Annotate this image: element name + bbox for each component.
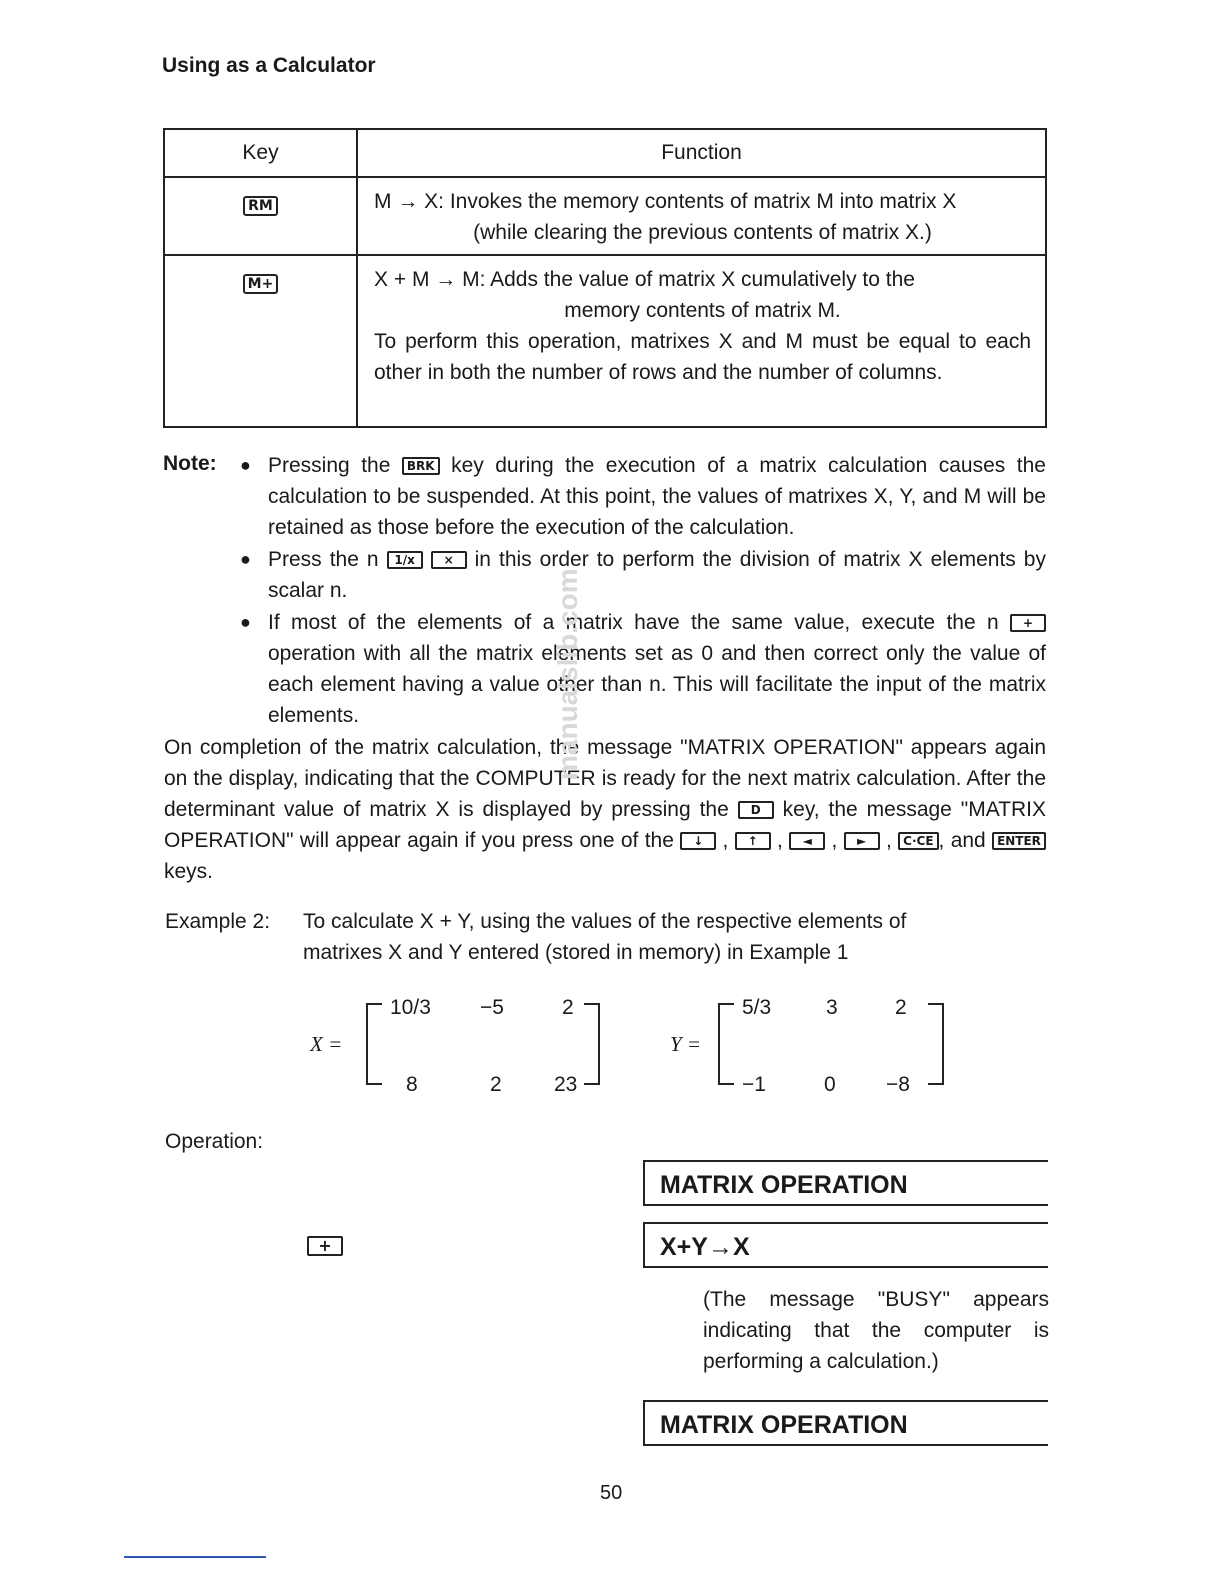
note-bullet-3: If most of the elements of a matrix have the same value, execute the n + operation with all the matrix elements set as 0 and then correct only the value of each element having a value other than n. This will facilitate the input of the matrix elements. [268, 611, 1046, 727]
plus-key-icon: + [307, 1236, 343, 1256]
table-row [164, 255, 1046, 427]
display-matrix-operation: MATRIX OPERATION [643, 1160, 1048, 1206]
page-number: 50 [600, 1482, 623, 1504]
matrix-cell: 5/3 [742, 996, 772, 1019]
matrix-cell: 8 [406, 1073, 418, 1096]
up-arrow-key-icon: ↑ [735, 832, 771, 850]
watermark: manualslib.com [552, 568, 583, 780]
matrix-cell: 23 [554, 1073, 578, 1096]
bullet-icon: ● [240, 612, 251, 632]
example-label: Example 2: [165, 910, 271, 933]
display-matrix-operation: MATRIX OPERATION [643, 1400, 1048, 1446]
plus-key-icon: + [1010, 614, 1046, 632]
matrix-cell: 0 [824, 1073, 836, 1096]
busy-note: (The message "BUSY" appears indicating that the computer is performing a calculation.) [703, 1288, 1049, 1373]
multiply-key-icon: × [431, 551, 467, 569]
example-line-1: To calculate X + Y, using the values of the respective elements of [303, 910, 907, 933]
running-header: Using as a Calculator [162, 54, 376, 77]
d-key-icon: D [738, 801, 774, 819]
function-text: (while clearing the previous contents of matrix X.) [473, 221, 932, 244]
rm-key-icon: RM [243, 196, 278, 216]
m-plus-key-icon: M+ [243, 274, 279, 294]
bullet-icon: ● [240, 549, 251, 569]
brk-key-icon: BRK [402, 457, 440, 475]
matrix-cell: 2 [490, 1073, 502, 1096]
matrix-cell: −1 [742, 1073, 766, 1096]
right-bracket-icon [584, 1003, 600, 1085]
function-text: M → X: Invokes the memory contents of matrix M into matrix X [374, 190, 957, 213]
reciprocal-key-icon: 1/x [387, 551, 423, 569]
note-bullet-2: Press the n 1/x × in this order to perform the division of matrix X elements by scalar n. [268, 548, 1046, 602]
function-text: memory contents of matrix M. [564, 299, 841, 322]
completion-paragraph: On completion of the matrix calculation, the message "MATRIX OPERATION" appears again on the display, indicating that the COMPUTER is ready for the next matrix calculation. After the determinant value of matrix X is displayed by pressing the D key, the message "MATRIX OPERATION" will appear again if you press one of the ↓ , ↑ , ◄ , ► , C·CE , and ENTER keys. [164, 736, 1047, 883]
matrix-cell: −8 [886, 1073, 910, 1096]
left-arrow-key-icon: ◄ [789, 832, 825, 850]
right-arrow-key-icon: ► [844, 832, 880, 850]
note-label: Note: [163, 452, 217, 475]
down-arrow-key-icon: ↓ [680, 832, 716, 850]
bullet-icon: ● [240, 455, 251, 475]
display-x-plus-y: X+Y→X [643, 1222, 1048, 1268]
matrix-cell: −5 [480, 996, 504, 1019]
c-ce-key-icon: C·CE [898, 832, 938, 850]
footer-rule [124, 1556, 266, 1558]
matrix-x-name: X = [310, 1032, 343, 1056]
enter-key-icon: ENTER [992, 832, 1046, 850]
key-function-table [163, 128, 1047, 428]
col-header-key: Key [164, 129, 357, 177]
matrix-y-name: Y = [670, 1032, 702, 1056]
function-text: X + M → M: Adds the value of matrix X cumulatively to the [374, 268, 915, 291]
operation-label: Operation: [165, 1130, 264, 1153]
left-bracket-icon [366, 1003, 382, 1085]
matrix-cell: 2 [562, 996, 574, 1019]
matrix-cell: 10/3 [390, 996, 431, 1019]
table-row [164, 177, 1046, 255]
right-bracket-icon [928, 1003, 944, 1085]
note-bullet-1: Pressing the BRK key during the execution of a matrix calculation causes the calculation to be suspended. At this point, the values of matrixes X, Y, and M will be retained as those before the execution of the calculation. [268, 454, 1046, 539]
left-bracket-icon [718, 1003, 734, 1085]
matrix-cell: 2 [895, 996, 907, 1019]
function-text: To perform this operation, matrixes X and M must be equal to each other in both the number of rows and the number of columns. [374, 330, 1031, 384]
example-line-2: matrixes X and Y entered (stored in memory) in Example 1 [303, 941, 849, 964]
col-header-function: Function [357, 129, 1046, 177]
matrix-cell: 3 [826, 996, 838, 1019]
